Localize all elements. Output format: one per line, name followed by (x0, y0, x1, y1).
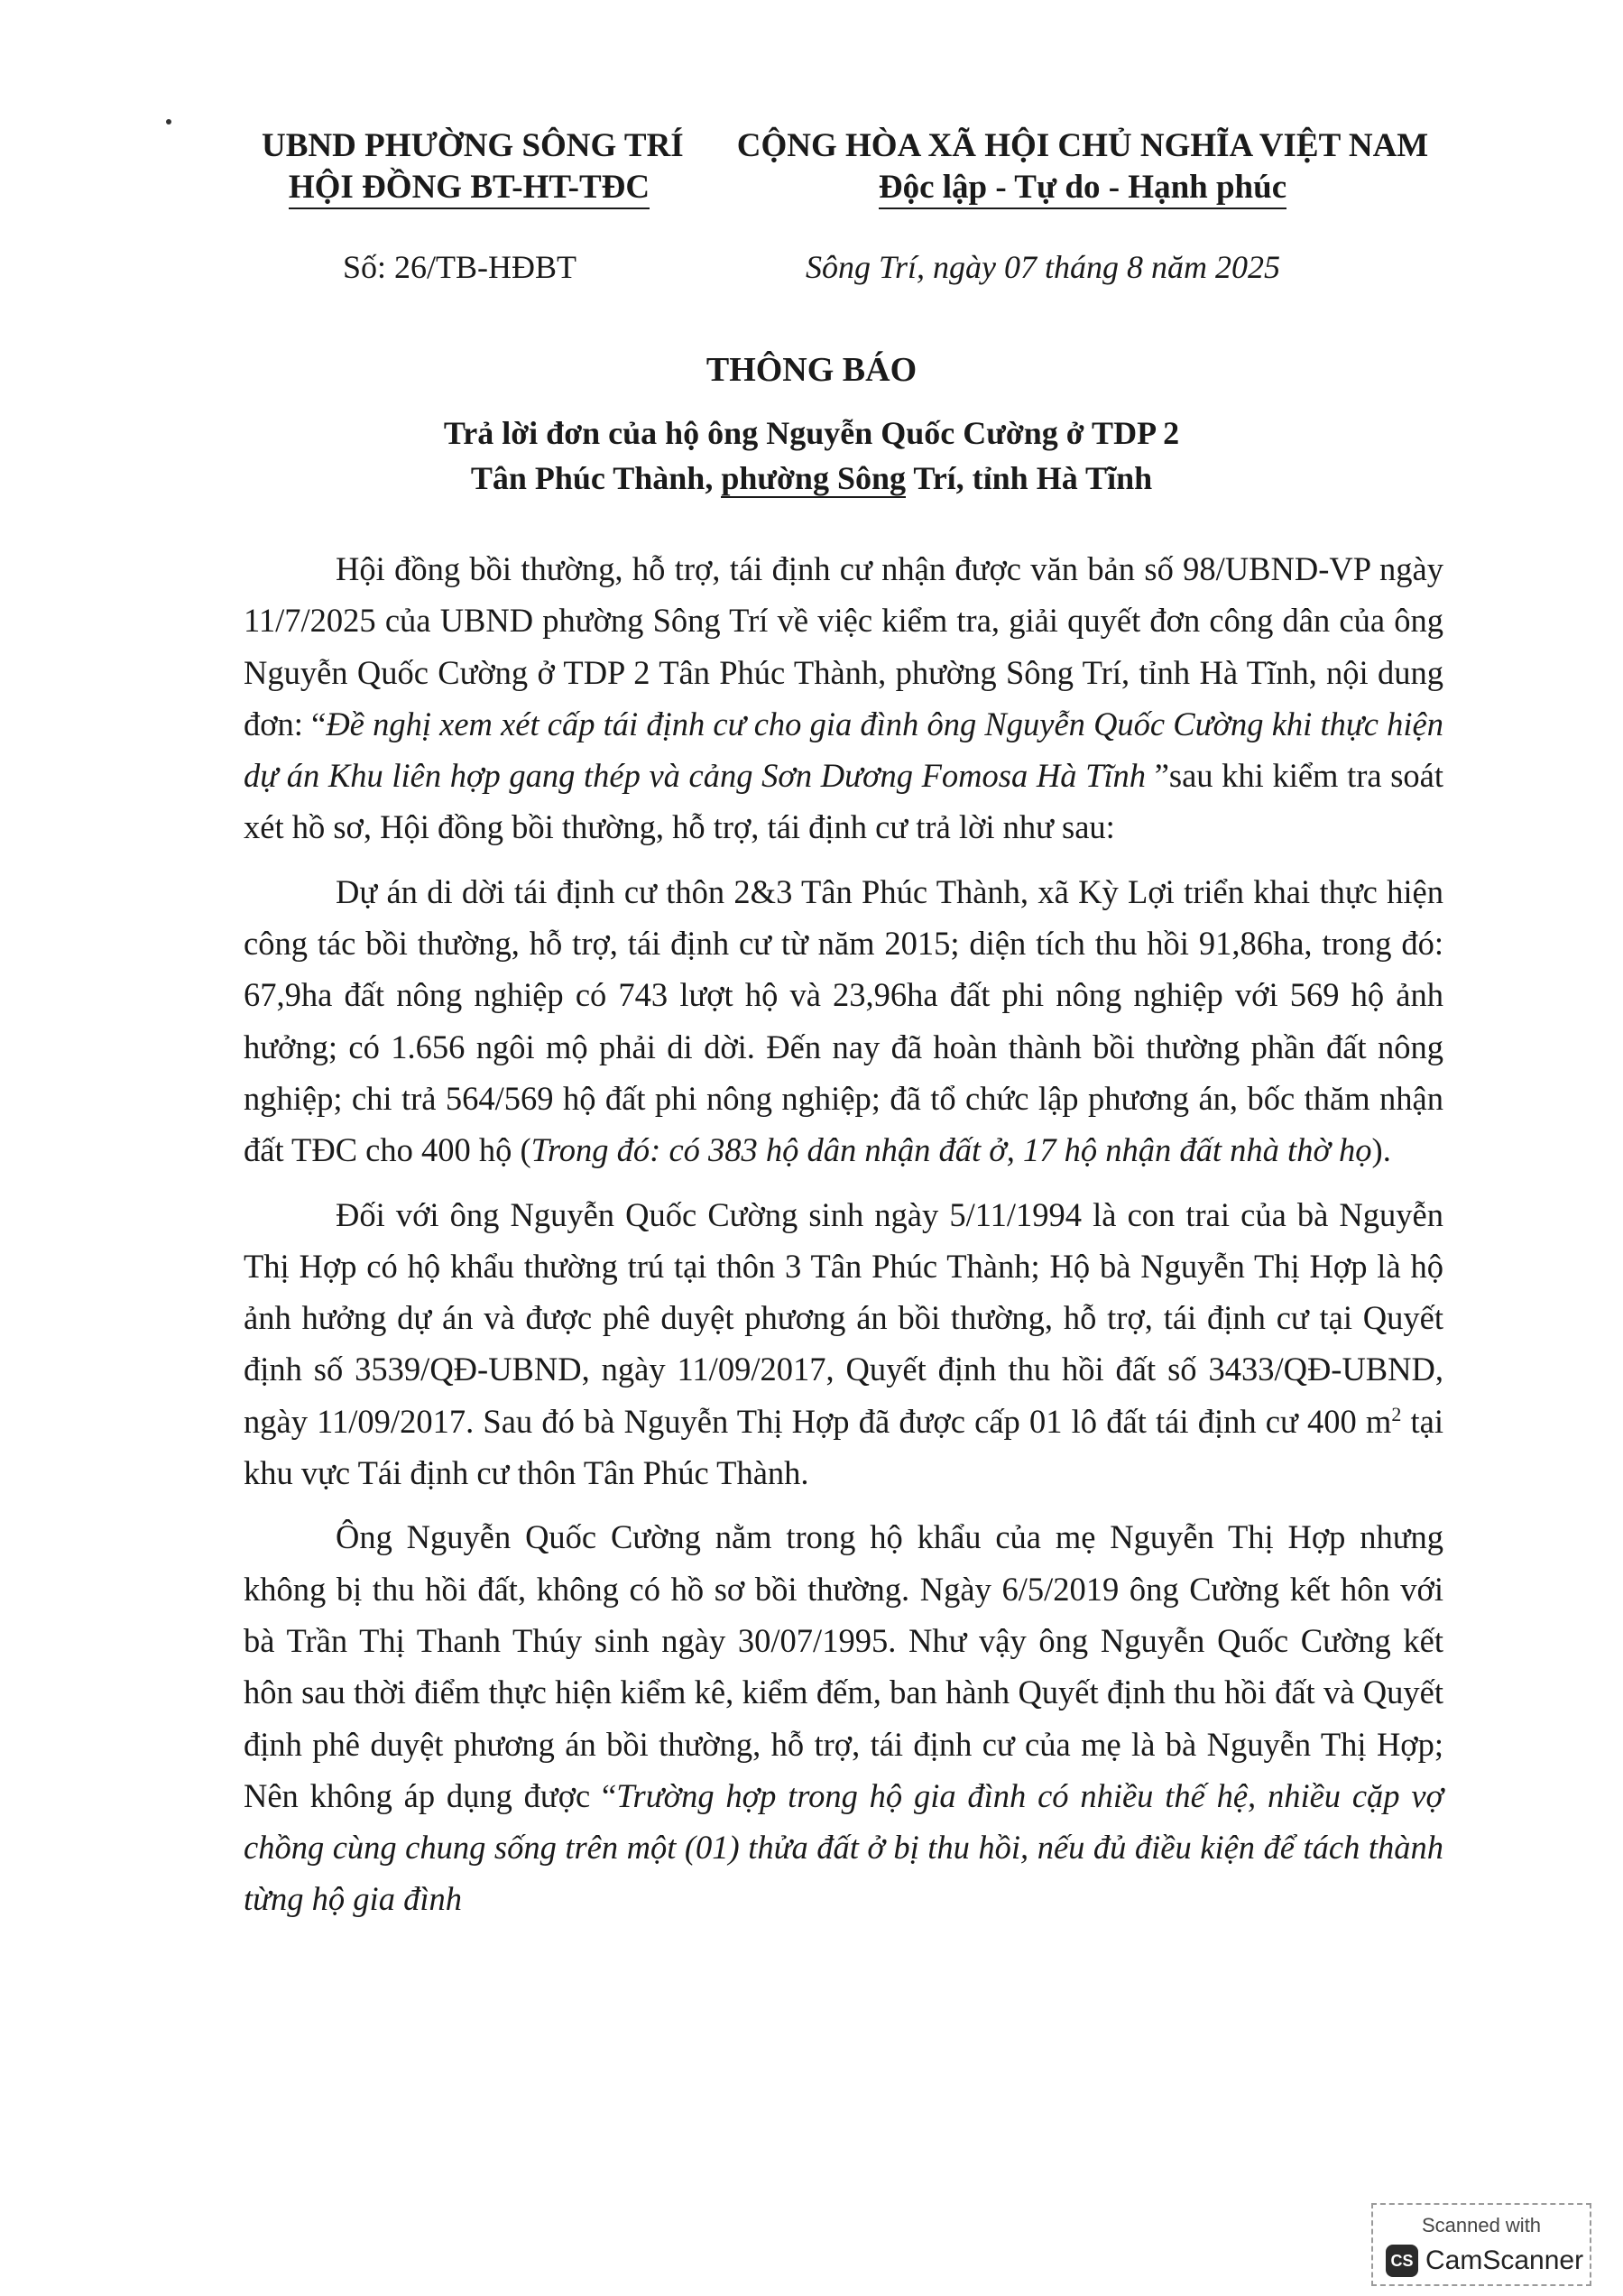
p3-superscript: 2 (1391, 1402, 1402, 1425)
document-title: THÔNG BÁO (705, 351, 918, 389)
org-name-line2: HỘI ĐỒNG BT-HT-TĐC (289, 168, 650, 209)
p1-quote: Đề nghị xem xét cấp tái định cư cho gia đình ông Nguyễn Quốc Cường khi thực hiện dự án Khu liên hợp gang thép và cảng Sơn Dương Fomosa Hà Tĩnh (244, 705, 1443, 795)
p3-text-a: Đối với ông Nguyễn Quốc Cường sinh ngày 5/11/1994 là con trai của bà Nguyễn Thị Hợp có hộ khẩu thường trú tại thôn 3 Tân Phúc Thành; Hộ bà Nguyễn Thị Hợp là hộ ảnh hưởng dự án và được phê duyệt phương án bồi thường, hỗ trợ, tái định cư tại Quyết định số 3539/QĐ-UBND, ngày 11/09/2017, Quyết định thu hồi đất số 3433/QĐ-UBND, ngày 11/09/2017. Sau đó bà Nguyễn Thị Hợp đã được cấp 01 lô đất tái định cư 400 m (244, 1195, 1443, 1440)
p1-text-a: Hội đồng bồi thường, hỗ trợ, tái định cư nhận được văn bản số 98/UBND-VP ngày 11/7/2025 của UBND phường Sông Trí về việc kiểm tra, giải quyết đơn công dân của ông Nguyễn Quốc Cường ở TDP 2 Tân Phúc Thành, phường Sông Trí, tỉnh Hà Tĩnh, nội dung đơn: “ (244, 550, 1443, 742)
p4-quote: Trường hợp trong hộ gia đình có nhiều thế hệ, nhiều cặp vợ chồng cùng chung sống trên một (01) thửa đất ở bị thu hồi, nếu đủ điều kiện để tách thành từng hộ gia đình (244, 1776, 1443, 1918)
camscanner-logo-icon: CS (1386, 2245, 1418, 2277)
paragraph-2 (244, 866, 1443, 1176)
subtitle-line2-underlined: phường Sông (721, 460, 906, 496)
issuing-organization (262, 124, 684, 209)
scan-speck (166, 119, 171, 124)
paragraph-1 (244, 543, 1443, 853)
paragraph-3 (244, 1189, 1443, 1499)
p2-italic: Trong đó: có 383 hộ dân nhận đất ở, 17 hộ nhận đất nhà thờ họ (530, 1131, 1372, 1169)
subtitle-line1: Trả lời đơn của hộ ông Nguyễn Quốc Cường ở TDP 2 (443, 415, 1180, 451)
subtitle-line2-part1: Tân Phúc Thành, (470, 460, 722, 496)
paragraph-4 (244, 1511, 1443, 1924)
scanned-with-label: Scanned with (1421, 2214, 1542, 2236)
subtitle-line2-part3: Trí, tỉnh Hà Tĩnh (906, 460, 1153, 496)
p1-text-b: ”sau khi kiểm tra soát xét hồ sơ, Hội đồng bồi thường, hỗ trợ, tái định cư trả lời như sau: (244, 757, 1443, 846)
org-name-line1: UBND PHƯỜNG SÔNG TRÍ (262, 127, 684, 164)
camscanner-watermark (1371, 2203, 1591, 2286)
document-number: Số: 26/TB-HĐBT (343, 249, 577, 285)
document-subtitle (0, 410, 1623, 501)
p3-text-b: tại khu vực Tái định cư thôn Tân Phúc Thành. (244, 1402, 1443, 1492)
document-body (244, 543, 1443, 1938)
camscanner-name: CamScanner (1425, 2245, 1584, 2275)
subtitle-line2 (0, 456, 1623, 501)
nation-name: CỘNG HÒA XÃ HỘI CHỦ NGHĨA VIỆT NAM (736, 127, 1429, 164)
motto: Độc lập - Tự do - Hạnh phúc (879, 168, 1286, 209)
p2-text-a: Dự án di dời tái định cư thôn 2&3 Tân Phúc Thành, xã Kỳ Lợi triển khai thực hiện công tác bồi thường, hỗ trợ, tái định cư từ năm 2015; diện tích thu hồi 91,86ha, trong đó: 67,9ha đất nông nghiệp có 743 lượt hộ và 23,96ha đất phi nông nghiệp với 569 hộ ảnh hưởng; có 1.656 ngôi mộ phải di dời. Đến nay đã hoàn thành bồi thường phần đất nông nghiệp; chi trả 564/569 hộ đất phi nông nghiệp; đã tổ chức lập phương án, bốc thăm nhận đất TĐC cho 400 hộ ( (244, 872, 1443, 1169)
p2-text-b: ). (1371, 1131, 1391, 1169)
national-motto (726, 124, 1439, 209)
document-date: Sông Trí, ngày 07 tháng 8 năm 2025 (806, 249, 1281, 285)
p4-text-a: Ông Nguyễn Quốc Cường nằm trong hộ khẩu của mẹ Nguyễn Thị Hợp nhưng không bị thu hồi đất, không có hồ sơ bồi thường. Ngày 6/5/2019 ông Cường kết hôn với bà Trần Thị Thanh Thúy sinh ngày 30/07/1995. Như vậy ông Nguyễn Quốc Cường kết hôn sau thời điểm thực hiện kiểm kê, kiểm đếm, ban hành Quyết định thu hồi đất và Quyết định phê duyệt phương án bồi thường, hỗ trợ, tái định cư của mẹ là bà Nguyễn Thị Hợp; Nên không áp dụng được “ (244, 1518, 1443, 1814)
